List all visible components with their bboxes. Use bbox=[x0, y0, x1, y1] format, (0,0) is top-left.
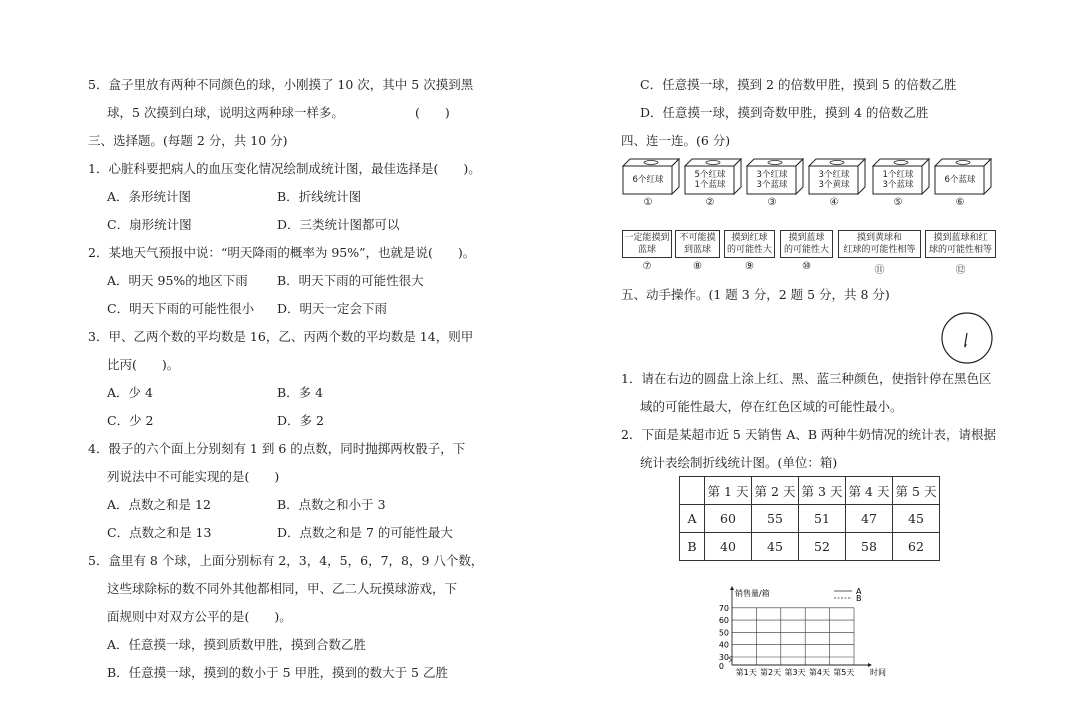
legend-label-a: A bbox=[856, 587, 862, 596]
section-3-heading: 三、选择题。(每题 2 分，共 10 分) bbox=[88, 133, 288, 148]
table-cell: 62 bbox=[893, 533, 940, 561]
x-tick-label: 第1天 bbox=[735, 668, 757, 677]
card-text-line1: 摸到蓝球和红 bbox=[933, 233, 988, 243]
card-text-line2: 球的可能性相等 bbox=[928, 245, 992, 255]
table-cell: 45 bbox=[893, 505, 940, 533]
card-text-line1: 摸到蓝球 bbox=[788, 233, 825, 243]
card-text-line2: 红球的可能性相等 bbox=[843, 245, 916, 255]
q2-stem: 2．某地天气预报中说：“明天降雨的概率为 95%”，也就是说( )。 bbox=[88, 245, 476, 260]
x-tick-label: 第3天 bbox=[784, 668, 806, 677]
box-label-line2: 3个黄球 bbox=[818, 180, 850, 190]
task2-line2: 统计表绘制折线统计图。(单位：箱) bbox=[640, 455, 838, 470]
task1-line1: 1．请在右边的圆盘上涂上红、黑、蓝三种颜色，使指针停在黑色区 bbox=[621, 371, 992, 386]
y-tick-label: 30 bbox=[718, 653, 729, 662]
task2-line1: 2．下面是某超市近 5 天销售 A、B 两种牛奶情况的统计表，请根据 bbox=[621, 427, 997, 442]
table-cell: 51 bbox=[799, 505, 846, 533]
table-cell: 45 bbox=[752, 533, 799, 561]
ball-box-5[interactable] bbox=[872, 157, 932, 197]
q1-option-a[interactable]: A．条形统计图 bbox=[107, 189, 192, 204]
x-axis-label: 时间 bbox=[870, 668, 886, 677]
x-tick-label: 第4天 bbox=[808, 668, 830, 677]
q1-option-b[interactable]: B．折线统计图 bbox=[277, 189, 362, 204]
table-cell: 58 bbox=[846, 533, 893, 561]
card-text-line2: 蓝球 bbox=[637, 245, 656, 255]
box-label-line2: 3个蓝球 bbox=[882, 180, 914, 190]
x-tick-label: 第2天 bbox=[760, 668, 782, 677]
task1-line2: 域的可能性最大，停在红色区域的可能性最小。 bbox=[640, 399, 903, 414]
q2-option-b[interactable]: B．明天下雨的可能性很大 bbox=[277, 273, 424, 288]
spinner-disk[interactable] bbox=[940, 311, 994, 365]
ball-box-4[interactable] bbox=[808, 157, 868, 197]
card-text-line2: 的可能性大 bbox=[783, 245, 829, 255]
sales-table bbox=[679, 476, 940, 561]
box-number: ④ bbox=[829, 197, 839, 208]
table-header-cell: 第 1 天 bbox=[705, 477, 752, 505]
q3-option-c[interactable]: C．少 2 bbox=[107, 413, 154, 428]
answer-paren[interactable]: ( ) bbox=[415, 105, 450, 120]
q5-stem-line3: 面规则中对双方公平的是( )。 bbox=[107, 609, 292, 624]
table-cell: B bbox=[680, 533, 705, 561]
ball-box-6[interactable] bbox=[934, 157, 994, 197]
card-text-line1: 一定能摸到 bbox=[624, 233, 670, 243]
blank-line-chart[interactable] bbox=[708, 585, 898, 677]
box-label-line2: 1个蓝球 bbox=[694, 180, 726, 190]
box-label-line1: 6个蓝球 bbox=[944, 175, 976, 185]
card-number: ⑫ bbox=[955, 265, 966, 276]
box-number: ③ bbox=[767, 197, 777, 208]
table-header-cell: 第 3 天 bbox=[799, 477, 846, 505]
box-number: ② bbox=[705, 197, 715, 208]
judge-q5-line1: 5．盒子里放有两种不同颜色的球，小刚摸了 10 次，其中 5 次摸到黑 bbox=[88, 77, 474, 92]
table-cell: 52 bbox=[799, 533, 846, 561]
y-axis-label: 销售量/箱 bbox=[735, 589, 770, 598]
q5-option-a[interactable]: A．任意摸一球，摸到质数甲胜，摸到合数乙胜 bbox=[107, 637, 367, 652]
table-cell: 55 bbox=[752, 505, 799, 533]
statement-card-3[interactable] bbox=[724, 230, 775, 258]
q4-option-c[interactable]: C．点数之和是 13 bbox=[107, 525, 212, 540]
box-label-line1: 3个红球 bbox=[756, 170, 788, 180]
box-number: ⑥ bbox=[955, 197, 965, 208]
table-header-cell: 第 5 天 bbox=[893, 477, 940, 505]
statement-card-2[interactable] bbox=[675, 230, 720, 258]
table-cell: A bbox=[680, 505, 705, 533]
card-number: ⑪ bbox=[874, 265, 885, 276]
q1-stem: 1．心脏科要把病人的血压变化情况绘制成统计图，最佳选择是( )。 bbox=[88, 161, 481, 176]
y-tick-label: 60 bbox=[718, 616, 729, 626]
card-text-line1: 摸到黄球和 bbox=[856, 233, 902, 243]
ball-box-2[interactable] bbox=[684, 157, 744, 197]
box-label-line1: 6个红球 bbox=[632, 175, 664, 185]
card-text-line1: 摸到红球 bbox=[731, 233, 768, 243]
table-header-cell: 第 4 天 bbox=[846, 477, 893, 505]
ball-box-3[interactable] bbox=[746, 157, 806, 197]
card-number: ⑧ bbox=[693, 261, 702, 272]
axis-break bbox=[729, 656, 732, 662]
x-tick-label: 第5天 bbox=[833, 668, 855, 677]
table-cell: 60 bbox=[705, 505, 752, 533]
box-number: ⑤ bbox=[893, 197, 903, 208]
card-number: ⑩ bbox=[802, 261, 811, 272]
table-header-cell: 第 2 天 bbox=[752, 477, 799, 505]
judge-q5-line2: 球，5 次摸到白球，说明这两种球一样多。 bbox=[107, 105, 344, 120]
table-cell: 40 bbox=[705, 533, 752, 561]
q4-option-a[interactable]: A．点数之和是 12 bbox=[107, 497, 211, 512]
q4-stem-line1: 4．骰子的六个面上分别刻有 1 到 6 的点数，同时抛掷两枚骰子，下 bbox=[88, 441, 466, 456]
x-axis-arrow bbox=[868, 663, 872, 667]
q3-option-b[interactable]: B．多 4 bbox=[277, 385, 324, 400]
q5-option-b[interactable]: B．任意摸一球，摸到的数小于 5 甲胜，摸到的数大于 5 乙胜 bbox=[107, 665, 448, 680]
y-tick-label: 40 bbox=[718, 640, 729, 650]
q2-option-c[interactable]: C．明天下雨的可能性很小 bbox=[107, 301, 255, 316]
legend-label-b: B bbox=[856, 594, 862, 603]
q5-option-c[interactable]: C．任意摸一球，摸到 2 的倍数甲胜，摸到 5 的倍数乙胜 bbox=[640, 77, 957, 92]
q3-stem-line2: 比丙( )。 bbox=[107, 357, 180, 372]
y-tick-label: 0 bbox=[718, 662, 724, 671]
section-4-heading: 四、连一连。(6 分) bbox=[621, 133, 731, 148]
table-row bbox=[680, 505, 940, 533]
table-row bbox=[680, 533, 940, 561]
q4-stem-line2: 列说法中不可能实现的是( ) bbox=[107, 469, 280, 484]
box-label-line1: 5个红球 bbox=[694, 170, 726, 180]
box-label-line1: 1个红球 bbox=[882, 170, 914, 180]
q1-option-c[interactable]: C．扇形统计图 bbox=[107, 217, 192, 232]
q2-option-d[interactable]: D．明天一定会下雨 bbox=[277, 301, 388, 316]
table-header-row bbox=[680, 477, 940, 505]
table-cell bbox=[680, 477, 705, 505]
card-text-line1: 不可能摸 bbox=[679, 233, 716, 243]
box-label-line1: 3个红球 bbox=[818, 170, 850, 180]
y-tick-label: 70 bbox=[718, 603, 729, 613]
statement-card-5[interactable] bbox=[838, 230, 921, 258]
box-number: ① bbox=[643, 197, 653, 208]
statement-card-4[interactable] bbox=[780, 230, 833, 258]
section-5-heading: 五、动手操作。(1 题 3 分，2 题 5 分，共 8 分) bbox=[621, 287, 890, 302]
y-axis-arrow bbox=[730, 586, 734, 590]
q3-option-d[interactable]: D．多 2 bbox=[277, 413, 324, 428]
box-label-line2: 3个蓝球 bbox=[756, 180, 788, 190]
q5-option-d[interactable]: D．任意摸一球，摸到奇数甲胜，摸到 4 的倍数乙胜 bbox=[640, 105, 929, 120]
q5-stem-line1: 5．盒里有 8 个球，上面分别标有 2，3，4，5，6，7，8，9 八个数， bbox=[88, 553, 484, 568]
card-text-line2: 的可能性大 bbox=[726, 245, 772, 255]
statement-card-1[interactable] bbox=[622, 230, 672, 258]
card-number: ⑦ bbox=[642, 261, 652, 272]
statement-card-6[interactable] bbox=[925, 230, 996, 258]
q1-option-d[interactable]: D．三类统计图都可以 bbox=[277, 217, 400, 232]
table-cell: 47 bbox=[846, 505, 893, 533]
q5-stem-line2: 这些球除标的数不同外其他都相同，甲、乙二人玩摸球游戏，下 bbox=[107, 581, 458, 596]
q2-option-a[interactable]: A．明天 95%的地区下雨 bbox=[107, 273, 248, 288]
spinner-needle bbox=[965, 333, 967, 345]
card-text-line2: 到蓝球 bbox=[683, 245, 711, 255]
y-tick-label: 50 bbox=[718, 628, 729, 638]
q4-option-b[interactable]: B．点数之和小于 3 bbox=[277, 497, 386, 512]
card-number: ⑨ bbox=[745, 261, 754, 272]
q3-option-a[interactable]: A．少 4 bbox=[107, 385, 153, 400]
q4-option-d[interactable]: D．点数之和是 7 的可能性最大 bbox=[277, 525, 453, 540]
ball-box-1[interactable] bbox=[622, 157, 682, 197]
q3-stem-line1: 3．甲、乙两个数的平均数是 16，乙、丙两个数的平均数是 14，则甲 bbox=[88, 329, 474, 344]
